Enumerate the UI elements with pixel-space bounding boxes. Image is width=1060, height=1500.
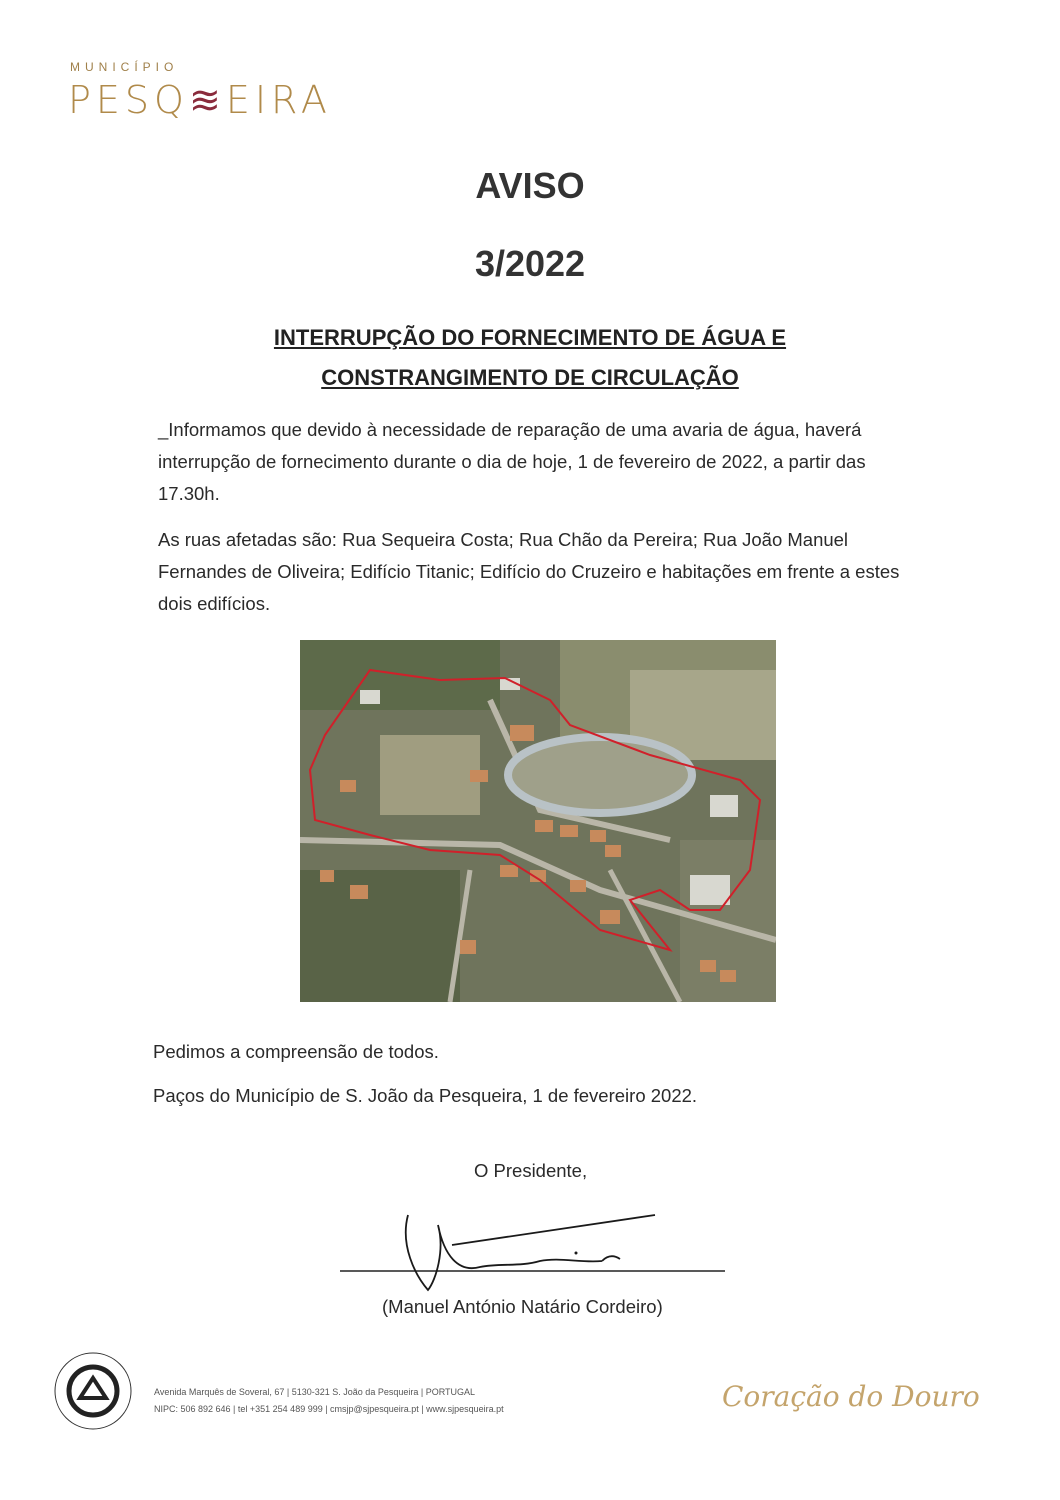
footer-contacts: NIPC: 506 892 646 | tel +351 254 489 999 | cmsjp@sjpesqueira.pt | www.sjpesqueira.pt <box>154 1404 504 1414</box>
notice-paragraph-1: _Informamos que devido à necessidade de reparação de uma avaria de água, haverá interrupção de fornecimento durante o dia de hoje, 1 de fevereiro de 2022, a partir das 17.30h. <box>158 419 866 504</box>
subject-line-1: INTERRUPÇÃO DO FORNECIMENTO DE ÁGUA E <box>273 325 787 350</box>
world-heritage-emblem-icon <box>52 1350 134 1432</box>
municipality-logo <box>68 58 368 130</box>
notice-number: 3/2022 <box>474 243 586 284</box>
footer-contact <box>154 1384 504 1418</box>
signer-name: (Manuel António Natário Cordeiro) <box>382 1296 663 1317</box>
closing-text: Pedimos a compreensão de todos. <box>153 1041 439 1062</box>
signoff-text: O Presidente, <box>474 1160 588 1181</box>
logo-main-left: PESQ <box>68 78 189 122</box>
logo-main-text <box>68 78 332 122</box>
tagline-text: Coração do Douro <box>722 1380 980 1413</box>
wave-icon: ≋ <box>188 78 226 122</box>
notice-subject <box>0 318 1060 398</box>
handwritten-signature <box>340 1205 730 1300</box>
affected-area-map <box>300 640 776 1002</box>
notice-title: AVISO <box>475 165 585 206</box>
place-date-text: Paços do Município de S. João da Pesqueira, 1 de fevereiro 2022. <box>153 1085 698 1106</box>
logo-small-text: MUNICÍPIO <box>70 60 179 74</box>
logo-main-right: EIRA <box>225 78 332 122</box>
footer-address: Avenida Marquês de Soveral, 67 | 5130-321 S. João da Pesqueira | PORTUGAL <box>154 1387 476 1397</box>
notice-paragraph-2: As ruas afetadas são: Rua Sequeira Costa; Rua Chão da Pereira; Rua João Manuel Fernandes de Oliveira; Edifício Titanic; Edifício do Cruzeiro e habitações em frente a estes dois edifícios. <box>158 529 900 614</box>
subject-line-2: CONSTRANGIMENTO DE CIRCULAÇÃO <box>321 365 739 390</box>
